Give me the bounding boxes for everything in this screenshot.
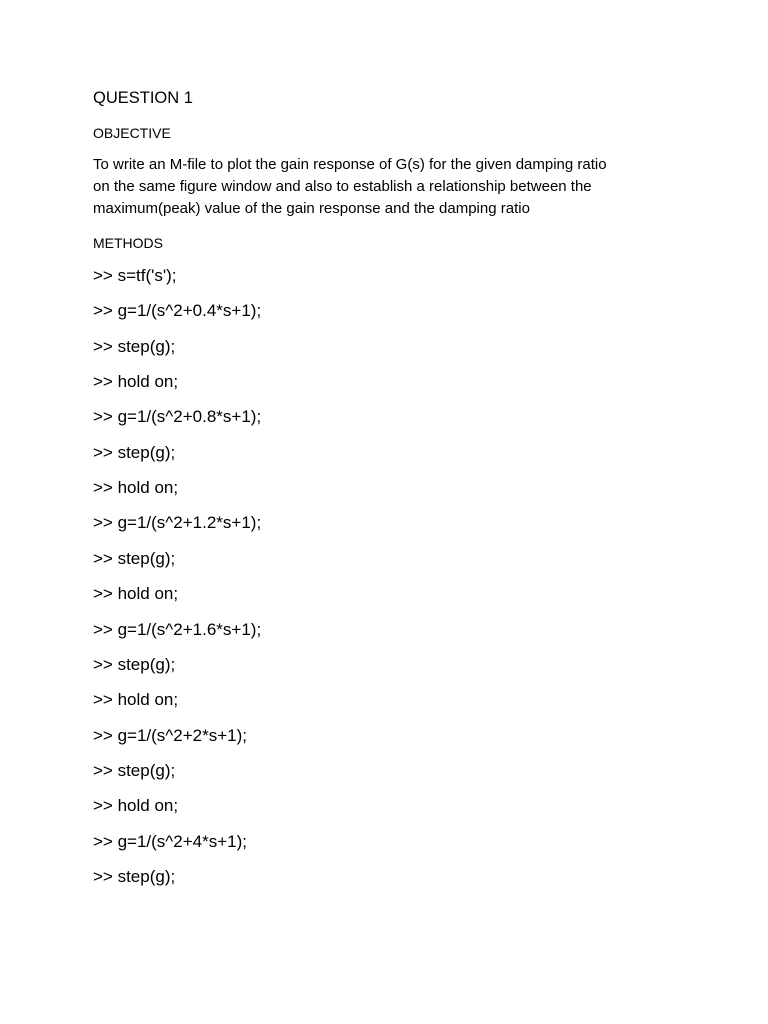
code-line: >> g=1/(s^2+1.2*s+1);: [93, 513, 262, 532]
code-line: >> hold on;: [93, 372, 179, 391]
objective-line: To write an M-file to plot the gain response of G(s) for the given damping ratio: [93, 156, 607, 173]
code-line: >> g=1/(s^2+0.8*s+1);: [93, 407, 262, 426]
code-line: >> step(g);: [93, 549, 176, 568]
objective-label: OBJECTIVE: [93, 125, 171, 141]
document-page: [93, 0, 693, 1024]
code-line: >> step(g);: [93, 337, 176, 356]
code-line: >> step(g);: [93, 761, 176, 780]
objective-line: on the same figure window and also to establish a relationship between the: [93, 178, 592, 195]
code-line: >> step(g);: [93, 443, 176, 462]
objective-paragraph: [93, 154, 673, 220]
code-line: >> hold on;: [93, 690, 179, 709]
code-line: >> step(g);: [93, 655, 176, 674]
code-line: >> hold on;: [93, 796, 179, 815]
methods-label: METHODS: [93, 235, 163, 251]
objective-line: maximum(peak) value of the gain response and the damping ratio: [93, 200, 530, 217]
code-line: >> g=1/(s^2+4*s+1);: [93, 832, 247, 851]
code-line: >> g=1/(s^2+2*s+1);: [93, 726, 247, 745]
code-line: >> hold on;: [93, 584, 179, 603]
code-line: >> g=1/(s^2+1.6*s+1);: [93, 620, 262, 639]
code-line: >> g=1/(s^2+0.4*s+1);: [93, 301, 262, 320]
code-line: >> step(g);: [93, 867, 176, 886]
code-line: >> s=tf('s');: [93, 266, 177, 285]
code-line: >> hold on;: [93, 478, 179, 497]
question-title: QUESTION 1: [93, 89, 193, 107]
